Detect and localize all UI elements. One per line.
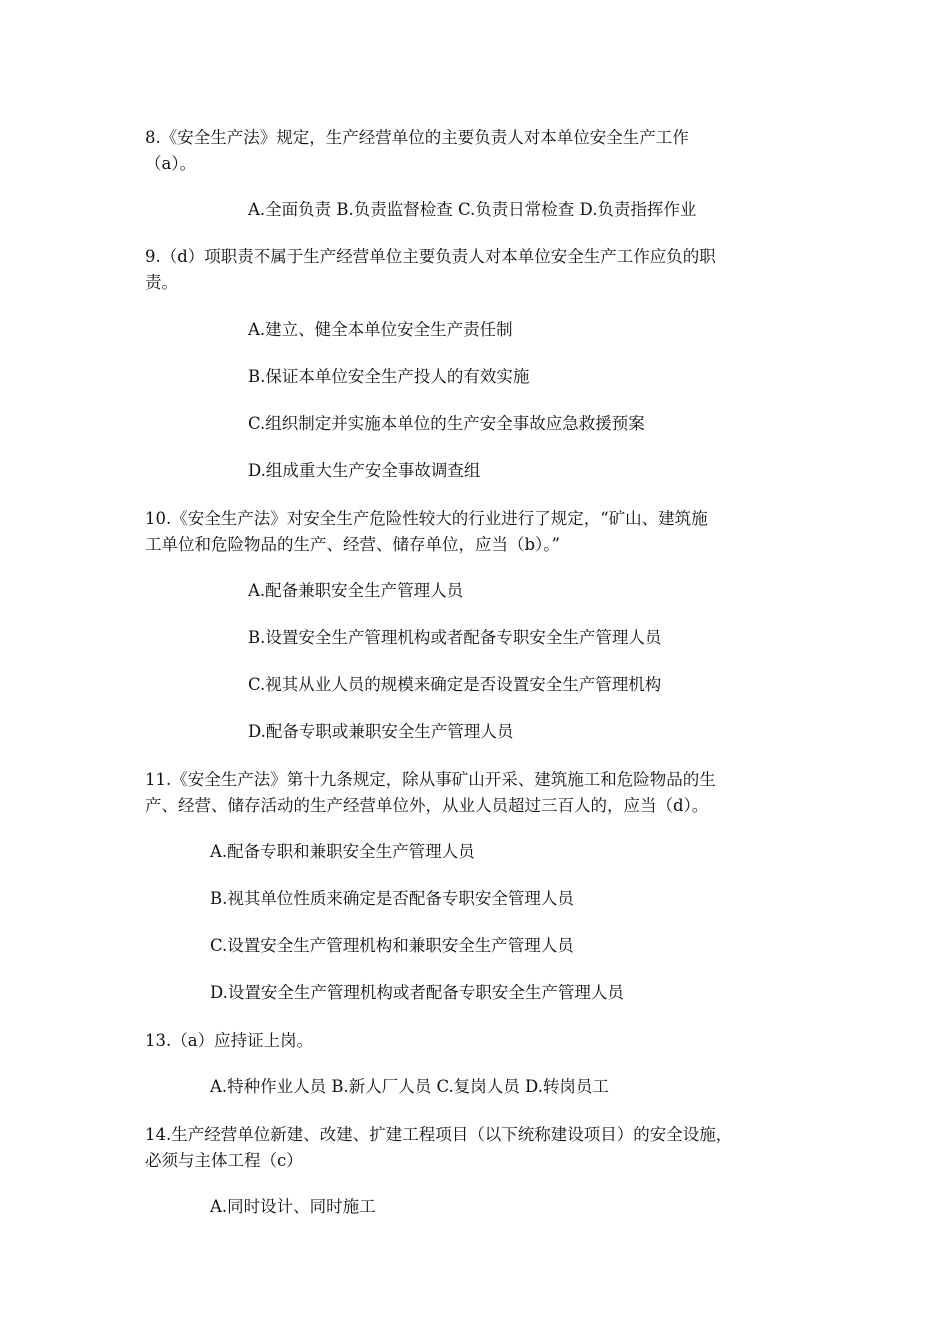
question-10-line-1: 10.《安全生产法》对安全生产危险性较大的行业进行了规定，“矿山、建筑施: [145, 509, 708, 528]
question-10-option-a: A.配备兼职安全生产管理人员: [248, 581, 464, 600]
question-14-line-1: 14.生产经营单位新建、改建、扩建工程项目（以下统称建设项目）的安全设施，: [145, 1125, 733, 1144]
question-11-option-a: A.配备专职和兼职安全生产管理人员: [210, 842, 475, 861]
question-11-line-1: 11.《安全生产法》第十九条规定，除从事矿山开采、建筑施工和危险物品的生: [145, 770, 716, 789]
question-10-option-d: D.配备专职或兼职安全生产管理人员: [248, 722, 514, 741]
question-10-line-2: 工单位和危险物品的生产、经营、储存单位，应当（b）。”: [145, 535, 560, 554]
question-11-option-b: B.视其单位性质来确定是否配备专职安全管理人员: [210, 889, 574, 908]
question-9-option-c: C.组织制定并实施本单位的生产安全事故应急救援预案: [248, 414, 645, 433]
question-13-options: A.特种作业人员 B.新人厂人员 C.复岗人员 D.转岗员工: [210, 1077, 609, 1096]
question-9-option-a: A.建立、健全本单位安全生产责任制: [248, 320, 513, 339]
question-11-option-c: C.设置安全生产管理机构和兼职安全生产管理人员: [210, 936, 574, 955]
question-8-line-2: （a）。: [145, 154, 197, 173]
question-9-option-b: B.保证本单位安全生产投人的有效实施: [248, 367, 530, 386]
question-8-options: A.全面负责 B.负责监督检查 C.负责日常检查 D.负责指挥作业: [248, 200, 697, 219]
question-8-line-1: 8.《安全生产法》规定，生产经营单位的主要负责人对本单位安全生产工作: [145, 128, 689, 147]
question-9-option-d: D.组成重大生产安全事故调查组: [248, 461, 481, 480]
question-10-option-c: C.视其从业人员的规模来确定是否设置安全生产管理机构: [248, 675, 662, 694]
question-11-line-2: 产、经营、储存活动的生产经营单位外，从业人员超过三百人的，应当（d）。: [145, 796, 709, 815]
question-9-line-1: 9.（d）项职责不属于生产经营单位主要负责人对本单位安全生产工作应负的职: [145, 247, 716, 266]
question-14-line-2: 必须与主体工程（c）: [145, 1151, 303, 1170]
question-10-option-b: B.设置安全生产管理机构或者配备专职安全生产管理人员: [248, 628, 662, 647]
question-9-line-2: 责。: [145, 273, 178, 292]
question-13-line-1: 13.（a）应持证上岗。: [145, 1031, 314, 1050]
question-14-option-a: A.同时设计、同时施工: [210, 1197, 376, 1216]
question-11-option-d: D.设置安全生产管理机构或者配备专职安全生产管理人员: [210, 983, 624, 1002]
